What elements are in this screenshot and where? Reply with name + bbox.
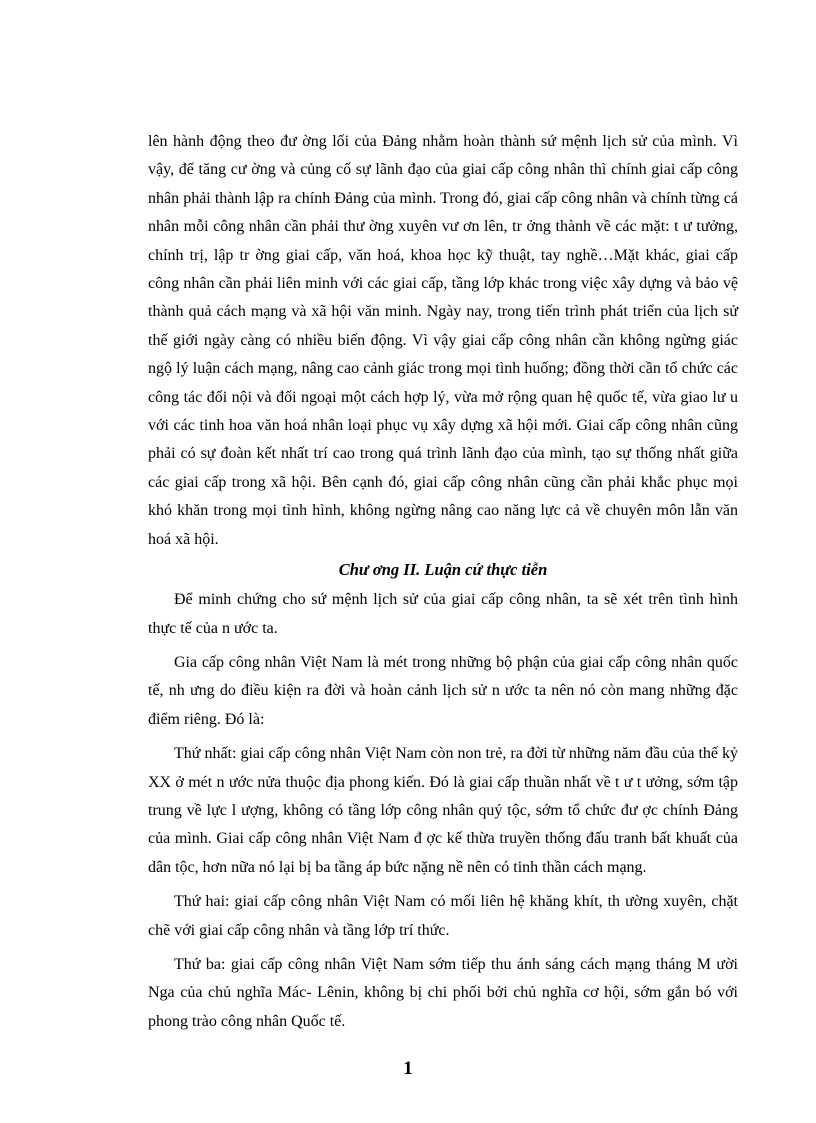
- paragraph-first-point: Thứ nhất: giai cấp công nhân Việt Nam còn non trẻ, ra đời từ những năm đầu của thế kỷ XX ở mét n ước nửa thuộc địa phong kiến. Đó là giai cấp thuần nhất về t ư t ưởng, sớm tập trung về lực l ượng, không có tầng lớp công nhân quý tộc, sớm tổ chức đư ợc chính Đảng của mình. Giai cấp công nhân Việt Nam đ ợc kế thừa truyền thống đấu tranh bất khuất của dân tộc, hơn nữa nó lại bị ba tầng áp bức nặng nề nên có tinh thần cách mạng.: [148, 745, 738, 876]
- paragraph-intro: Để minh chứng cho sứ mệnh lịch sử của giai cấp công nhân, ta sẽ xét trên tình hình thực tế của n ước ta.: [148, 591, 738, 637]
- paragraph-overview: Gia cấp công nhân Việt Nam là mét trong những bộ phận của giai cấp công nhân quốc tế, nh ưng do điều kiện ra đời và hoàn cảnh lịch sử n ước ta nên nó còn mang những đặc điểm riêng. Đó là:: [148, 653, 738, 728]
- chapter-heading: Chư ơng II. Luận cứ thực tiễn: [338, 560, 548, 580]
- paragraph-third-point: Thứ ba: giai cấp công nhân Việt Nam sớm tiếp thu ánh sáng cách mạng tháng M ười Nga của chủ nghĩa Mác- Lênin, không bị chi phối bởi chủ nghĩa cơ hội, sớm gắn bó với phong trào công nhân Quốc tế.: [148, 955, 738, 1030]
- page-body: [148, 128, 738, 1036]
- page-number: 1: [403, 1058, 413, 1079]
- paragraph-continuation: lên hành động theo đư ờng lối của Đảng nhằm hoàn thành sứ mệnh lịch sử của mình. Vì vậy, để tăng cư ờng và củng cố sự lãnh đạo của giai cấp công nhân thì chính giai cấp công nhân phải thành lập ra chính Đảng của mình. Trong đó, giai cấp công nhân và chính từng cá nhân mỗi công nhân cần phải thư ờng xuyên vư ơn lên, tr ởng thành về các mặt: t ư tưởng, chính trị, lập tr ờng giai cấp, văn hoá, khoa học kỹ thuật, tay nghề…Mặt khác, giai cấp công nhân cần phải liên minh với các giai cấp, tầng lớp khác trong việc xây dựng và bảo vệ thành quả cách mạng và xã hội văn minh. Ngày nay, trong tiến trình phát triển của lịch sử thế giới ngày càng có nhiều biến động. Vì vậy giai cấp công nhân cần không ngừng giác ngộ lý luận cách mạng, nâng cao cảnh giác trong mọi tình huống; đồng thời cần tổ chức các công tác đối nội và đối ngoại một cách hợp lý, vừa mở rộng quan hệ quốc tế, vừa giao lư u với các tinh hoa văn hoá nhân loại phục vụ xây dựng xã hội mới. Giai cấp công nhân cũng phải có sự đoàn kết nhất trí cao trong quá trình lãnh đạo của mình, tạo sự thống nhất giữa các giai cấp trong xã hội. Bên cạnh đó, giai cấp công nhân cũng cần phải khắc phục mọi khó khăn trong mọi tình hình, không ngừng nâng cao năng lực cả về chuyên môn lẫn văn hoá xã hội.: [148, 133, 738, 548]
- paragraph-second-point: Thứ hai: giai cấp công nhân Việt Nam có mối liên hệ khăng khít, th ường xuyên, chặt chẽ với giai cấp công nhân và tầng lớp trí thức.: [148, 893, 738, 939]
